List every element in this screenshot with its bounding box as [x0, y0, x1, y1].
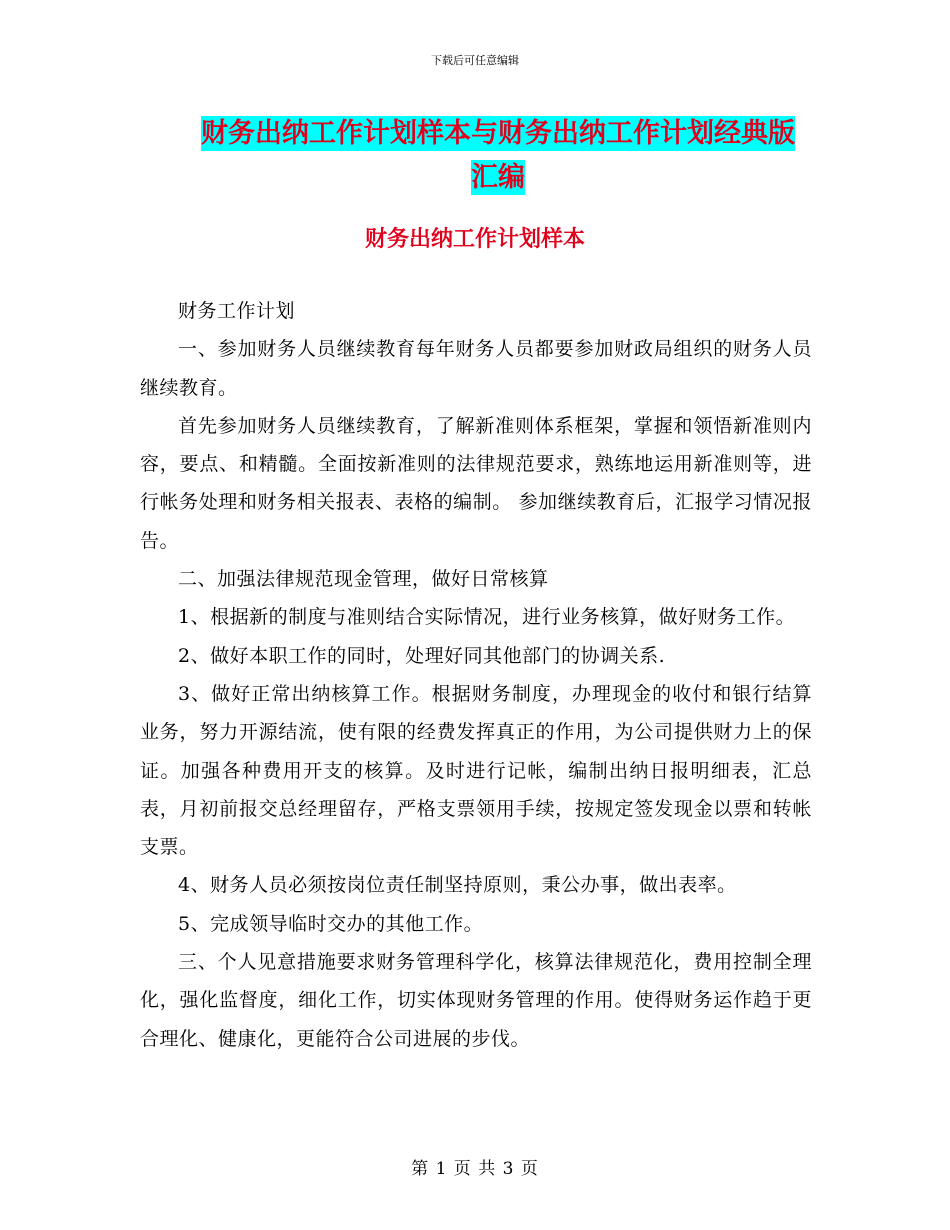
document-body — [140, 292, 812, 1058]
paragraph: 财务工作计划 — [178, 300, 296, 322]
paragraph: 5、完成领导临时交办的其他工作。 — [178, 912, 484, 935]
paragraph: 三、个人见意措施要求财务管理科学化，核算法律规范化，费用控制全理化，强化监督度，细化工作，切实体现财务管理的作用。使得财务运作趋于更合理化、健康化，更能符合公司进展的步伐。 — [140, 951, 812, 1050]
paragraph: 2、做好本职工作的同时，处理好同其他部门的协调关系. — [178, 644, 666, 667]
document-title-text: 财务出纳工作计划样本与财务出纳工作计划经典版汇编 — [201, 118, 795, 193]
paragraph: 一、参加财务人员继续教育每年财务人员都要参加财政局组织的财务人员继续教育。 — [140, 338, 812, 399]
paragraph: 3、做好正常出纳核算工作。根据财务制度，办理现金的收付和银行结算业务，努力开源结流，使有限的经费发挥真正的作用，为公司提供财力上的保证。加强各种费用开支的核算。及时进行记帐，编制出纳日报明细表，汇总表，月初前报交总经理留存，严格支票领用手续，按规定签发现金以票和转帐支票。 — [140, 682, 812, 859]
paragraph: 二、加强法律规范现金管理，做好日常核算 — [178, 568, 549, 591]
paragraph: 4、财务人员必须按岗位责任制坚持原则，秉公办事，做出表率。 — [178, 874, 737, 897]
page-number-footer: 第 1 页 共 3 页 — [411, 1159, 539, 1179]
paragraph: 首先参加财务人员继续教育，了解新准则体系框架，掌握和领悟新准则内容，要点、和精髓。全面按新准则的法律规范要求，熟练地运用新准则等，进行帐务处理和财务相关报表、表格的编制。 参加继续教育后，汇报学习情况报告。 — [140, 414, 812, 552]
section-title: 财务出纳工作计划样本 — [364, 227, 585, 252]
paragraph: 1、根据新的制度与准则结合实际情况，进行业务核算，做好财务工作。 — [178, 606, 796, 629]
header-note: 下载后可任意编辑 — [431, 54, 519, 67]
document-title — [192, 112, 804, 200]
